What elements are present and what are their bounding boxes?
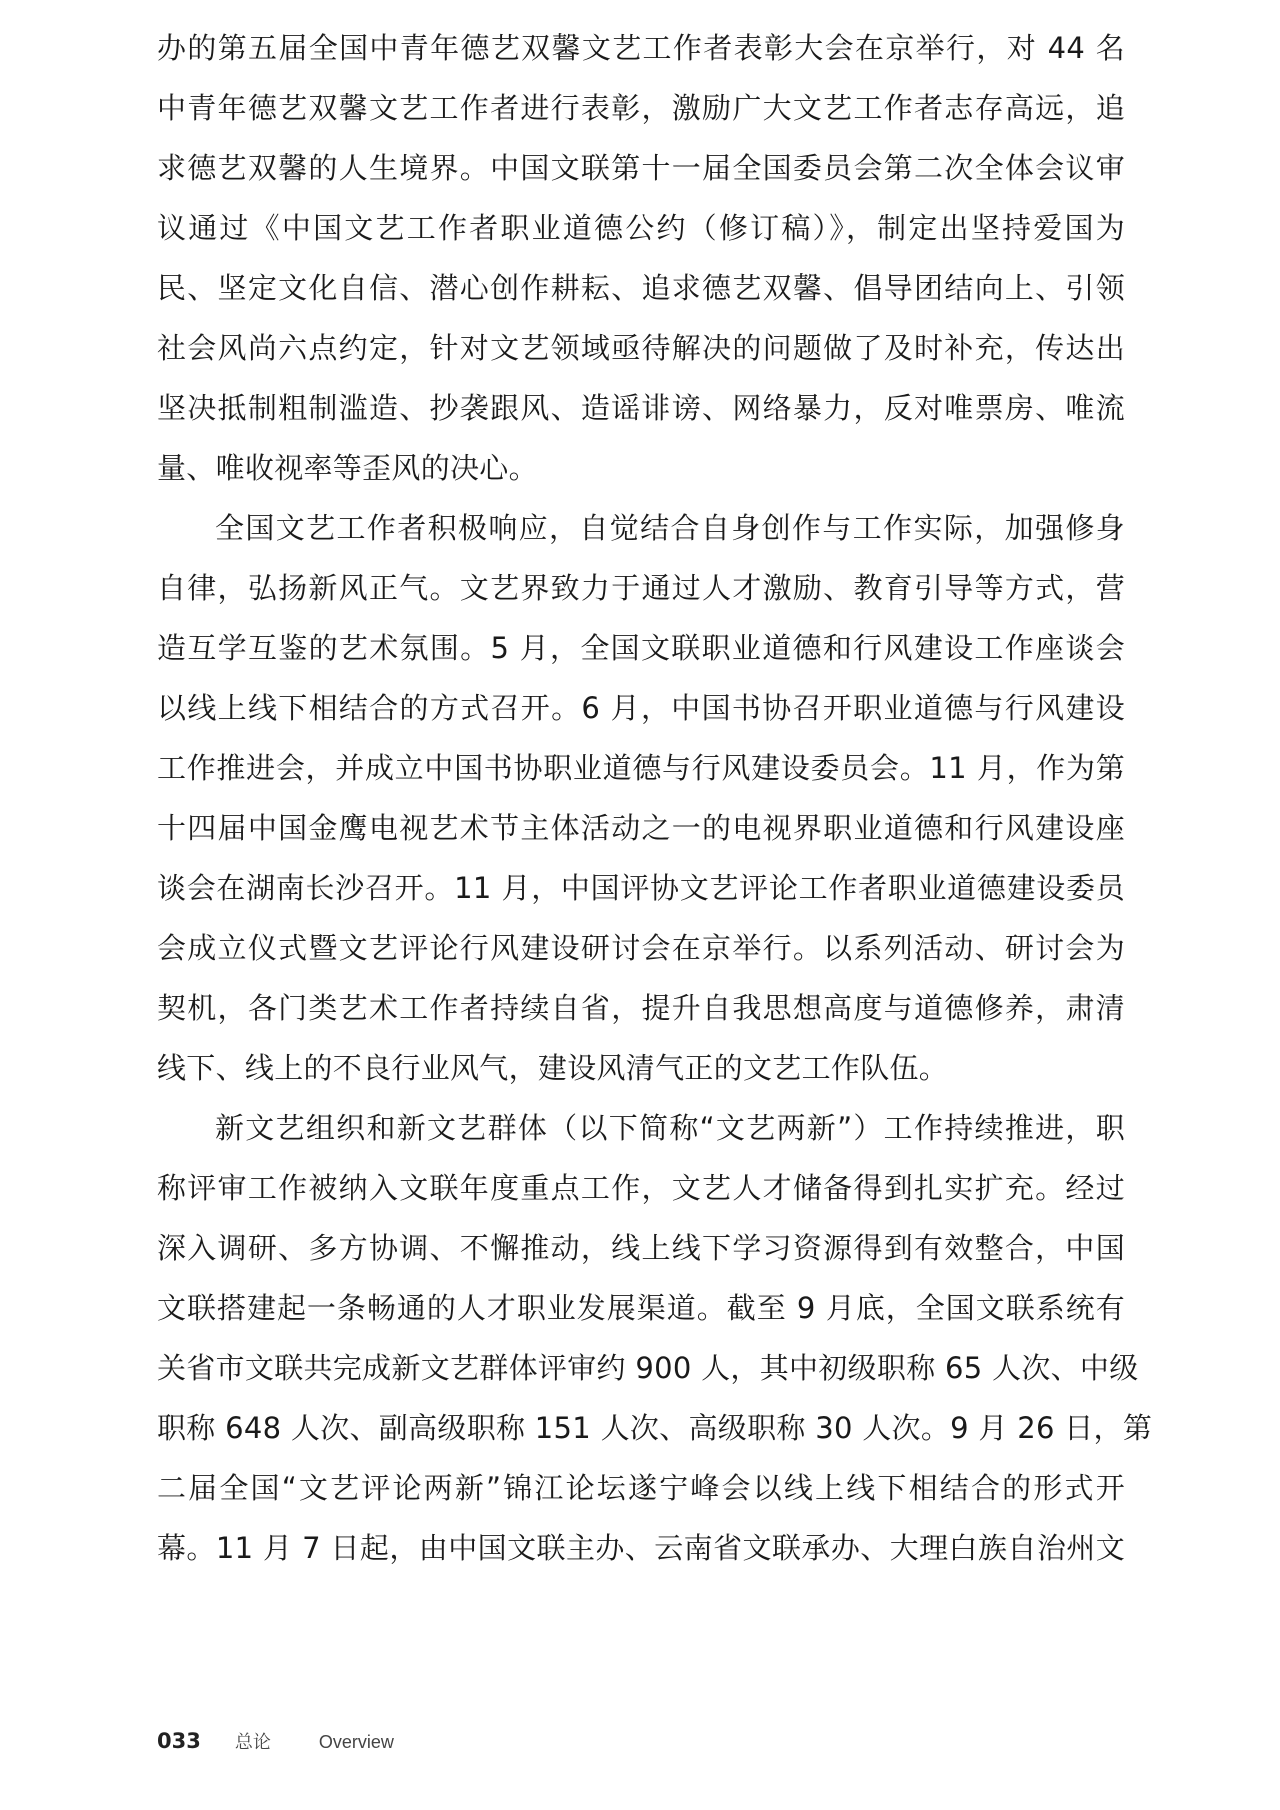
- text-line: 新文艺组织和新文艺群体（以下简称“文艺两新”）工作持续推进，职: [215, 1111, 1125, 1145]
- text-line: 求德艺双馨的人生境界。中国文联第十一届全国委员会第二次全体会议审: [157, 151, 1125, 185]
- text-line: 议通过《中国文艺工作者职业道德公约（修订稿）》，制定出坚持爱国为: [157, 211, 1125, 245]
- paragraph-2: [157, 498, 1125, 1098]
- text-line: 全国文艺工作者积极响应，自觉结合自身创作与工作实际，加强修身: [215, 511, 1125, 545]
- paragraph-3: [157, 1098, 1153, 1578]
- text-line: 会成立仪式暨文艺评论行风建设研讨会在京举行。以系列活动、研讨会为: [157, 931, 1125, 965]
- text-line: 称评审工作被纳入文联年度重点工作，文艺人才储备得到扎实扩充。经过: [157, 1171, 1125, 1205]
- text-line: 办的第五届全国中青年德艺双馨文艺工作者表彰大会在京举行，对 44 名: [157, 31, 1125, 65]
- text-line: 社会风尚六点约定，针对文艺领域亟待解决的问题做了及时补充，传达出: [157, 331, 1125, 365]
- text-line: 民、坚定文化自信、潜心创作耕耘、追求德艺双馨、倡导团结向上、引领: [157, 271, 1125, 305]
- page-number: 033: [157, 1729, 201, 1753]
- text-line: 自律，弘扬新风正气。文艺界致力于通过人才激励、教育引导等方式，营: [157, 571, 1125, 605]
- text-line: 二届全国“文艺评论两新”锦江论坛遂宁峰会以线上线下相结合的形式开: [157, 1471, 1125, 1505]
- text-line: 造互学互鉴的艺术氛围。5 月，全国文联职业道德和行风建设工作座谈会: [157, 631, 1125, 665]
- section-title-english: Overview: [318, 1732, 394, 1752]
- text-line: 以线上线下相结合的方式召开。6 月，中国书协召开职业道德与行风建设: [157, 691, 1125, 725]
- text-line: 幕。11 月 7 日起，由中国文联主办、云南省文联承办、大理白族自治州文: [157, 1531, 1125, 1565]
- text-line: 十四届中国金鹰电视艺术节主体活动之一的电视界职业道德和行风建设座: [157, 811, 1125, 845]
- body-text: [157, 18, 1153, 1578]
- text-line: 中青年德艺双馨文艺工作者进行表彰，激励广大文艺工作者志存高远，追: [157, 91, 1125, 125]
- text-line: 文联搭建起一条畅通的人才职业发展渠道。截至 9 月底，全国文联系统有: [157, 1291, 1125, 1325]
- text-line: 契机，各门类艺术工作者持续自省，提升自我思想高度与道德修养，肃清: [157, 991, 1125, 1025]
- text-line: 深入调研、多方协调、不懈推动，线上线下学习资源得到有效整合，中国: [157, 1231, 1125, 1265]
- text-line: 量、唯收视率等歪风的决心。: [157, 451, 538, 485]
- text-line: 线下、线上的不良行业风气，建设风清气正的文艺工作队伍。: [157, 1051, 949, 1085]
- text-line: 关省市文联共完成新文艺群体评审约 900 人，其中初级职称 65 人次、中级: [157, 1351, 1139, 1385]
- text-line: 工作推进会，并成立中国书协职业道德与行风建设委员会。11 月，作为第: [157, 751, 1125, 785]
- text-line: 职称 648 人次、副高级职称 151 人次、高级职称 30 人次。9 月 26 日，第: [157, 1411, 1153, 1445]
- section-title-chinese: 总论: [234, 1732, 271, 1753]
- page-footer: [157, 1726, 394, 1756]
- text-line: 坚决抵制粗制滥造、抄袭跟风、造谣诽谤、网络暴力，反对唯票房、唯流: [157, 391, 1125, 425]
- text-line: 谈会在湖南长沙召开。11 月，中国评协文艺评论工作者职业道德建设委员: [157, 871, 1125, 905]
- paragraph-1: [157, 18, 1125, 498]
